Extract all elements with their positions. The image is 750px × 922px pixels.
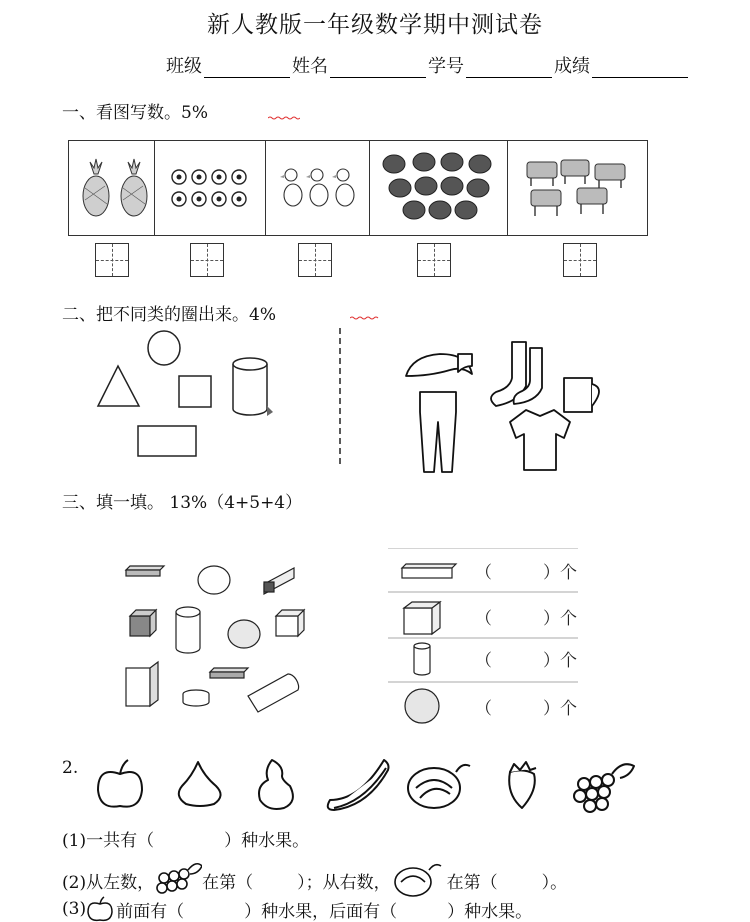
section1-heading: 一、看图写数。5% bbox=[62, 103, 208, 123]
count-row[interactable]: （ ）个 bbox=[475, 651, 577, 671]
solids-group bbox=[120, 560, 310, 715]
answer-box[interactable] bbox=[298, 243, 332, 277]
cylinder-shape bbox=[233, 364, 267, 415]
tomato-cell bbox=[370, 141, 508, 235]
class-blank[interactable] bbox=[204, 57, 290, 78]
q2-1-line: (1)一共有（ ）种水果。 bbox=[62, 831, 310, 851]
q2-2-line: (2)从左数， 在第（ ）；从右数， 在第（ ）。 bbox=[62, 862, 567, 898]
apple-icon bbox=[98, 772, 142, 807]
flower-cell bbox=[155, 141, 265, 235]
square-shape bbox=[179, 376, 211, 407]
count-picture-table bbox=[68, 140, 648, 236]
id-blank[interactable] bbox=[466, 57, 552, 78]
duck-icon bbox=[279, 163, 355, 213]
cow-cell bbox=[508, 141, 647, 235]
tomato-icon bbox=[380, 152, 496, 224]
page-title: 新人教版一年级数学期中测试卷 bbox=[207, 12, 543, 38]
spell-underline bbox=[350, 316, 380, 320]
dashed-divider bbox=[337, 328, 343, 468]
id-label: 学号 bbox=[428, 56, 464, 77]
pear-icon bbox=[259, 760, 293, 809]
count-row[interactable]: （ ）个 bbox=[475, 563, 577, 583]
section2-heading: 二、把不同类的圈出来。4% bbox=[62, 305, 276, 325]
grape-icon bbox=[574, 764, 634, 812]
score-label: 成绩 bbox=[554, 56, 590, 77]
duck-cell bbox=[266, 141, 370, 235]
strawberry-icon bbox=[509, 770, 535, 808]
section3-heading: 三、填一填。 13%（4+5+4） bbox=[62, 493, 303, 513]
clothing-group bbox=[400, 338, 610, 478]
count-row[interactable]: （ ）个 bbox=[475, 699, 577, 719]
q2-label: 2. bbox=[62, 758, 79, 778]
shirt-icon bbox=[510, 410, 570, 470]
answer-box[interactable] bbox=[95, 243, 129, 277]
cow-icon bbox=[521, 156, 633, 220]
name-blank[interactable] bbox=[330, 57, 426, 78]
rectangle-shape bbox=[138, 426, 196, 456]
peach-icon bbox=[179, 762, 221, 806]
circle-shape bbox=[148, 331, 180, 365]
answer-box[interactable] bbox=[190, 243, 224, 277]
banana-icon bbox=[328, 760, 389, 810]
count-row[interactable]: （ ）个 bbox=[475, 609, 577, 629]
name-label: 姓名 bbox=[292, 56, 328, 77]
pineapple-icon bbox=[72, 158, 152, 218]
shapes-group bbox=[90, 328, 290, 462]
grape-icon bbox=[154, 862, 202, 898]
triangle-shape bbox=[98, 366, 139, 406]
pineapple-cell bbox=[69, 141, 155, 235]
q2-3-line: (3) 前面有（ ）种水果，后面有（ ）种水果。 bbox=[62, 896, 532, 922]
pants-icon bbox=[420, 392, 456, 472]
answer-box[interactable] bbox=[417, 243, 451, 277]
cup-icon bbox=[564, 378, 592, 412]
watermelon-icon bbox=[391, 862, 447, 898]
answer-box[interactable] bbox=[563, 243, 597, 277]
class-label: 班级 bbox=[166, 56, 202, 77]
spell-underline bbox=[268, 116, 300, 120]
student-info-line bbox=[166, 52, 690, 78]
score-blank[interactable] bbox=[592, 57, 688, 78]
flower-icon bbox=[167, 163, 253, 213]
apple-icon bbox=[86, 896, 116, 922]
fruit-row bbox=[90, 752, 650, 818]
